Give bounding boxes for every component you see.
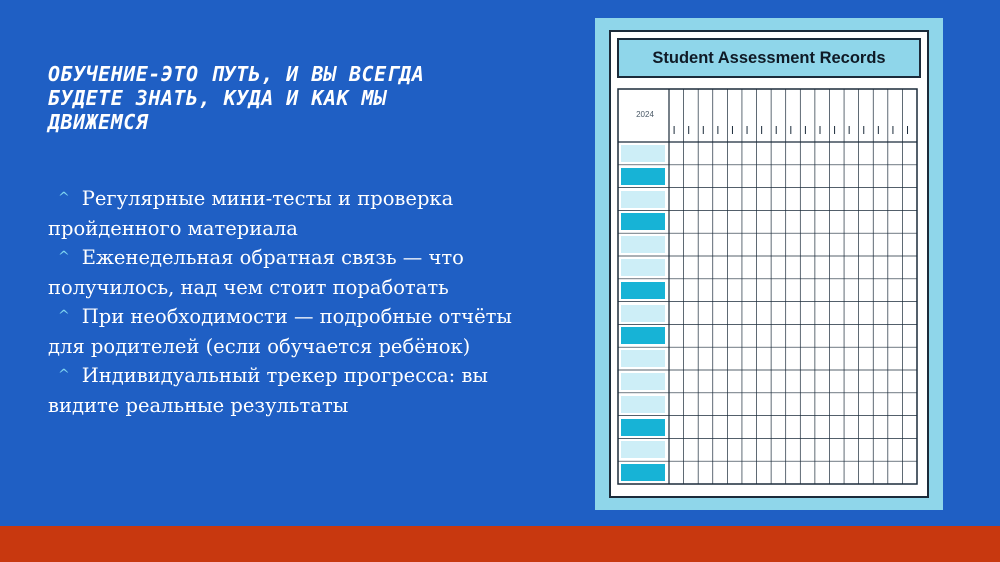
worksheet-title-box	[617, 38, 921, 78]
worksheet-page	[609, 30, 929, 498]
student-name-cell	[621, 373, 665, 390]
worksheet-image-frame	[595, 18, 943, 510]
bullet-list	[48, 184, 548, 420]
bullet-item-1	[48, 184, 548, 243]
student-name-cell	[621, 327, 665, 344]
student-name-cell	[621, 213, 665, 230]
student-name-cell	[621, 419, 665, 436]
bullet-3-line-1: При необходимости — подробные отчёты	[81, 305, 512, 328]
student-name-cell	[621, 145, 665, 162]
bullet-4-line-2: видите реальные результаты	[48, 393, 349, 417]
bullet-marker-icon: ^	[58, 190, 70, 206]
student-name-cell	[621, 305, 665, 322]
bullet-marker-icon: ^	[58, 249, 70, 265]
student-name-cell	[621, 396, 665, 413]
bullet-marker-icon: ^	[58, 367, 70, 383]
bullet-item-4	[48, 361, 548, 420]
bullet-item-3	[48, 302, 548, 361]
bullet-2-line-2: получилось, над чем стоит поработать	[48, 275, 449, 299]
slide-title: ОБУЧЕНИЕ-ЭТО ПУТЬ, И ВЫ ВСЕГДА БУДЕТЕ ЗНАТЬ, КУДА И КАК МЫ ДВИЖЕМСЯ	[48, 62, 425, 134]
bullet-1-line-1: Регулярные мини-тесты и проверка	[81, 187, 454, 210]
student-name-cell	[621, 282, 665, 299]
student-name-cell	[621, 464, 665, 481]
bullet-1-line-2: пройденного материала	[48, 216, 298, 240]
student-name-cell	[621, 191, 665, 208]
student-name-cell	[621, 168, 665, 185]
worksheet-title: Student Assessment Records	[652, 48, 886, 67]
bullet-marker-icon: ^	[58, 308, 70, 324]
student-name-cell	[621, 441, 665, 458]
student-name-cell	[621, 236, 665, 253]
bullet-3-line-2: для родителей (если обучается ребёнок)	[48, 334, 471, 358]
student-name-cell	[621, 350, 665, 367]
student-name-cell	[621, 259, 665, 276]
bullet-4-line-1: Индивидуальный трекер прогресса: вы	[81, 364, 488, 387]
grid-corner-label: 2024	[636, 110, 654, 119]
bullet-2-line-1: Еженедельная обратная связь — что	[81, 246, 464, 269]
bullet-item-2	[48, 243, 548, 302]
footer-bar	[0, 526, 1000, 562]
assessment-grid	[617, 88, 921, 488]
